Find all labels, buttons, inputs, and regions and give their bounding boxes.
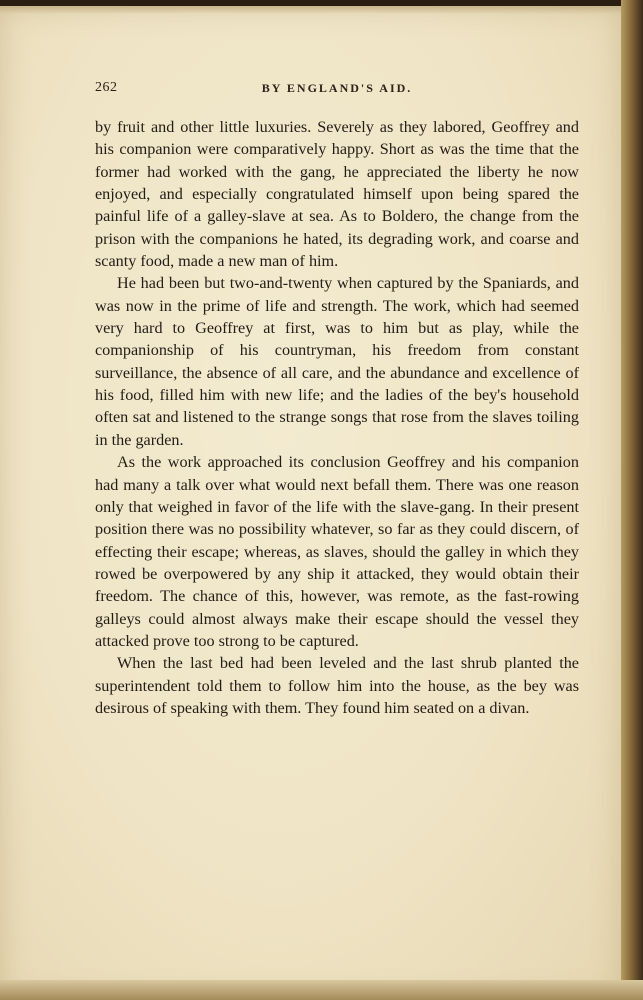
paragraph: When the last bed had been leveled and the last shrub planted the superintendent told them to follow him into the house, as the bey was desirous of speaking with them. They found him seated on a divan. xyxy=(95,654,579,717)
page-number: 262 xyxy=(95,80,118,95)
paragraph: by fruit and other little luxuries. Severely as they labored, Geoffrey and his companion were comparatively happy. Short as was the time that the former had worked with the gang, he appreciated the liberty he now enjoyed, and especially congratulated himself upon being spared the painful life of a galley-slave at sea. As to Boldero, the change from the prison with the companions he hated, its degrading work, and coarse and scanty food, made a new man of him. xyxy=(95,118,579,271)
page-edge xyxy=(621,0,643,1000)
page-top-shadow xyxy=(0,6,621,14)
paragraph: He had been but two-and-twenty when captured by the Spaniards, and was now in the prime of life and strength. The work, which had seemed very hard to Geoffrey at first, was to him but as play, while the companionship of his countryman, his freedom from constant surveillance, the absence of all care, and the abundance and excellence of his food, filled him with new life; and the ladies of the bey's household often sat and listened to the strange songs that rose from the slaves toiling in the garden. xyxy=(95,274,579,449)
page-bottom-edge xyxy=(0,980,643,1000)
page-header xyxy=(95,80,579,100)
body-text xyxy=(95,116,579,719)
running-head: BY ENGLAND'S AID. xyxy=(261,81,413,95)
paragraph: As the work approached its conclusion Geoffrey and his companion had many a talk over what would next befall them. There was one reason only that weighed in favor of the life with the slave-gang. In their present position there was no possibility whatever, so far as they could discern, of effecting their escape; whereas, as slaves, should the galley in which they rowed be overpowered by any ship it attacked, they would obtain their freedom. The chance of this, however, was remote, as the fast-rowing galleys could almost always make their escape should the vessel they attacked prove too strong to be captured. xyxy=(95,453,579,650)
